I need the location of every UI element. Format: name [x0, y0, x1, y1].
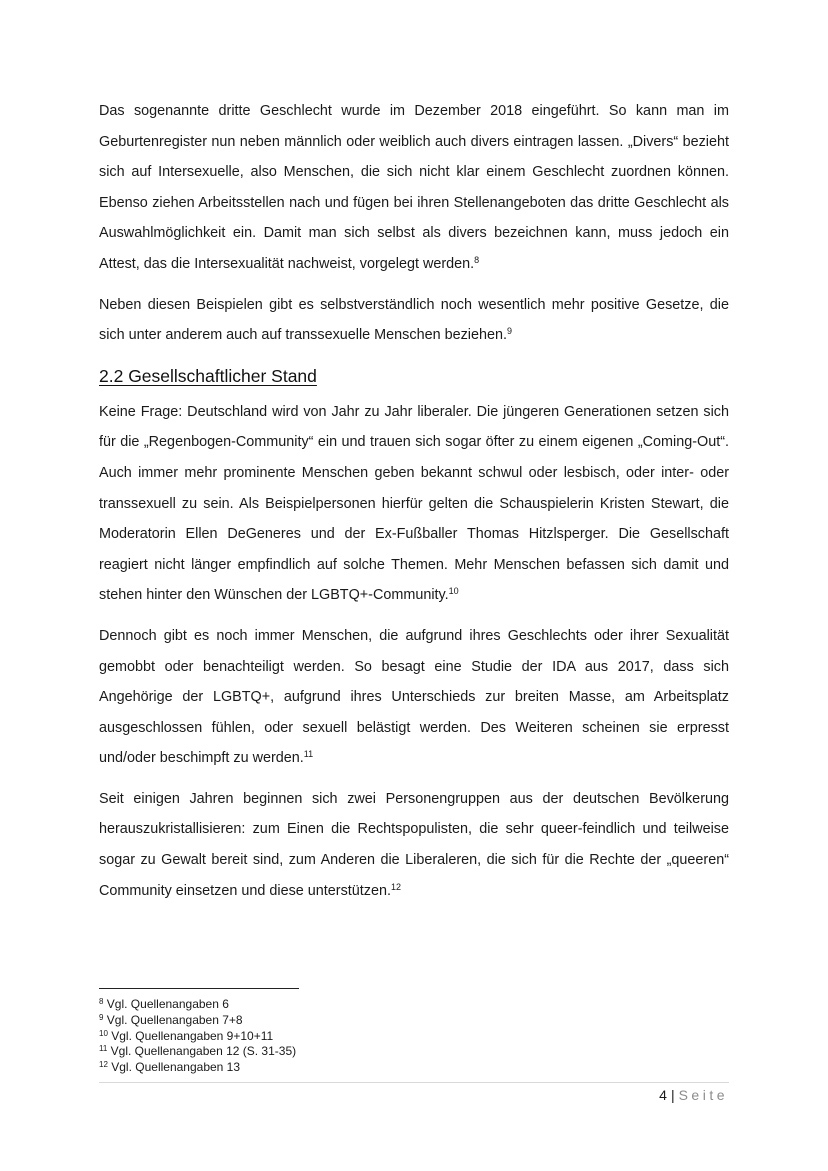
footnotes	[99, 997, 499, 1076]
footnote-ref[interactable]: 11	[303, 749, 314, 760]
footnote-ref[interactable]: 9	[506, 326, 512, 337]
section-heading: 2.2 Gesellschaftlicher Stand	[99, 365, 317, 386]
paragraph-two-groups	[99, 784, 729, 906]
footnote-ref[interactable]: 12	[390, 881, 401, 892]
body-text	[99, 96, 729, 906]
page-label: Seite	[678, 1087, 728, 1103]
footnote-item	[99, 1044, 499, 1060]
paragraph-liberal-society	[99, 397, 729, 611]
paragraph-text: Seit einigen Jahren beginnen sich zwei Personengruppen aus der deutschen Bevölkerung herauszukristallisieren: zum Einen die Rechtspopulisten, die sehr queer-feindlich und teilweise sogar zu Gewalt bereit sind, zum Anderen die Liberaleren, die sich für die Rechte der „queeren“ Community einsetzen und diese unterstützen.	[99, 790, 729, 899]
paragraph-discrimination	[99, 621, 729, 774]
footnote-item	[99, 1029, 499, 1045]
footnote-number: 11	[99, 1044, 108, 1054]
page-footer	[659, 1085, 728, 1105]
footnote-text: Vgl. Quellenangaben 9+10+11	[111, 1028, 274, 1043]
footnote-item	[99, 1060, 499, 1076]
footnote-separator	[99, 988, 299, 989]
footnote-text: Vgl. Quellenangaben 7+8	[106, 1012, 243, 1027]
footnote-ref[interactable]: 10	[448, 586, 459, 597]
paragraph-text: Dennoch gibt es noch immer Menschen, die aufgrund ihres Geschlechts oder ihrer Sexualität gemobbt oder benachteiligt werden. So besagt eine Studie der IDA aus 2017, dass sich Angehörige der LGBTQ+, aufgrund ihres Unterschieds zur breiten Masse, am Arbeitsplatz ausgeschlossen fühlen, oder sexuell belästigt werden. Des Weiteren scheinen sie erpresst und/oder beschimpft zu werden.	[99, 627, 729, 767]
footnote-number: 12	[99, 1060, 108, 1070]
footer-separator: |	[670, 1087, 675, 1103]
footnote-item	[99, 1013, 499, 1029]
footnote-number: 8	[99, 997, 104, 1006]
paragraph-other-laws	[99, 290, 729, 351]
footnote-text: Vgl. Quellenangaben 6	[106, 997, 229, 1011]
footer-divider	[99, 1082, 729, 1083]
paragraph-third-gender	[99, 96, 729, 280]
footnote-item	[99, 997, 499, 1013]
footnote-text: Vgl. Quellenangaben 13	[111, 1060, 241, 1075]
paragraph-text: Neben diesen Beispielen gibt es selbstverständlich noch wesentlich mehr positive Gesetze, die sich unter anderem auch auf transsexuelle Menschen beziehen.	[99, 296, 729, 344]
paragraph-text: Das sogenannte dritte Geschlecht wurde im Dezember 2018 eingeführt. So kann man im Geburtenregister nun neben männlich oder weiblich auch divers eintragen lassen. „Divers“ bezieht sich auf Intersexuelle, also Menschen, die sich nicht klar einem Geschlecht zuordnen können. Ebenso ziehen Arbeitsstellen nach und fügen bei ihren Stellenangeboten das dritte Geschlecht als Auswahlmöglichkeit ein. Damit man sich selbst als divers bezeichnen kann, muss jedoch ein Attest, das die Intersexualität nachweist, vorgelegt werden.	[99, 103, 729, 272]
paragraph-text: Keine Frage: Deutschland wird von Jahr zu Jahr liberaler. Die jüngeren Generationen setzen sich für die „Regenbogen-Community“ ein und trauen sich sogar öfter zu einem eigenen „Coming-Out“. Auch immer mehr prominente Menschen geben bekannt schwul oder lesbisch, oder inter- oder transsexuell zu sein. Als Beispielpersonen hierfür gelten die Schauspielerin Kristen Stewart, die Moderatorin Ellen DeGeneres und der Ex-Fußballer Thomas Hitzlsperger. Die Gesellschaft reagiert nicht länger empfindlich auf solche Themen. Mehr Menschen befassen sich damit und stehen hinter den Wünschen der LGBTQ+-Community.	[99, 403, 729, 604]
footnote-ref[interactable]: 8	[474, 254, 480, 265]
page-number: 4	[659, 1087, 667, 1103]
footnote-text: Vgl. Quellenangaben 12 (S. 31-35)	[110, 1044, 297, 1059]
footnote-number: 10	[99, 1028, 108, 1038]
footnote-number: 9	[99, 1012, 104, 1022]
